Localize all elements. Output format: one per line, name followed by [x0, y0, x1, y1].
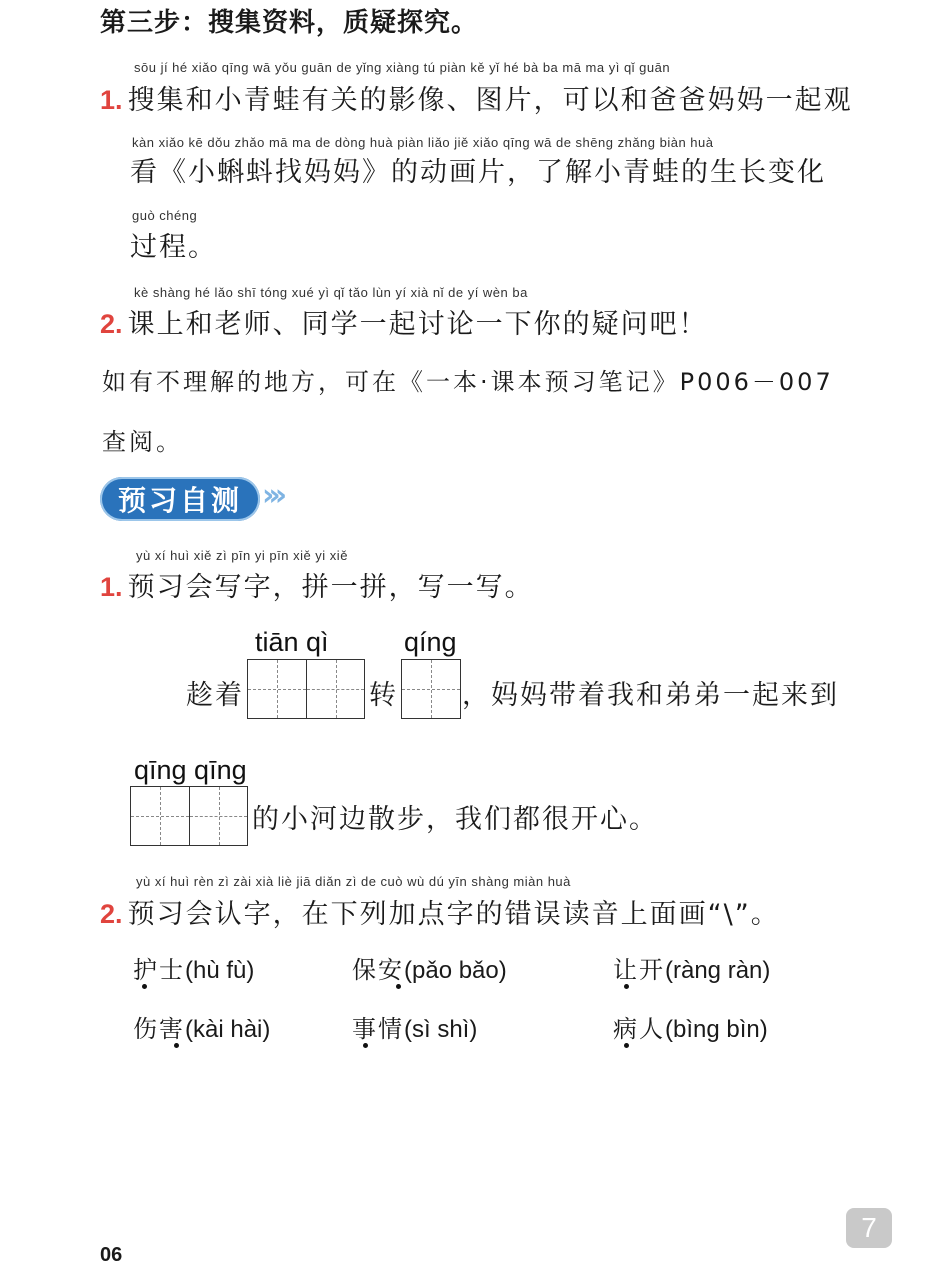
reading-item: [133, 950, 254, 985]
writing-grid-tianqi[interactable]: [247, 659, 365, 719]
writing-cell[interactable]: [248, 660, 306, 718]
page-counter-badge[interactable]: 7: [846, 1208, 892, 1248]
writing-grid-qingqing[interactable]: [130, 786, 248, 846]
reading-word: 伤害: [133, 1015, 185, 1043]
question-text: 预习会写字，拼一拼，写一写。: [127, 572, 534, 603]
item-text: 搜集和小青蛙有关的影像、图片，可以和爸爸妈妈一起观: [127, 85, 853, 116]
writing-cell[interactable]: [306, 660, 364, 718]
pinyin-line: kè shàng hé lǎo shī tóng xué yì qǐ tǎo lùn yí xià nǐ de yí wèn ba: [134, 285, 528, 300]
reference-note: 查阅。: [102, 428, 183, 456]
question-number: 2.: [100, 899, 123, 929]
reading-options[interactable]: (sì shì): [404, 1016, 478, 1043]
question-number: 1.: [100, 572, 123, 602]
emphasis-dot: [174, 1043, 179, 1048]
pinyin-line: yù xí huì rèn zì zài xià liè jiā diǎn zì de cuò wù dú yīn shàng miàn huà: [136, 874, 571, 889]
reading-options[interactable]: (ràng ràn): [665, 957, 771, 984]
writing-cell[interactable]: [189, 787, 247, 845]
reading-word: 让开: [613, 956, 665, 984]
reading-options[interactable]: (kài hài): [185, 1016, 271, 1043]
reading-item: [613, 1009, 768, 1044]
reading-item: [352, 950, 507, 985]
emphasis-dot: [142, 984, 147, 989]
preview-test-badge: 预习自测: [100, 477, 260, 521]
emphasis-dot: [624, 984, 629, 989]
reading-item: [133, 1009, 270, 1044]
pinyin-line: sōu jí hé xiǎo qīng wā yǒu guān de yǐng xiàng tú piàn kě yǐ hé bà ba mā ma yì qǐ guān: [134, 60, 671, 75]
pinyin-qing: qíng: [404, 627, 457, 657]
reading-word: 病人: [613, 1015, 665, 1043]
question-1: [100, 565, 534, 604]
pinyin-line: guò chéng: [132, 208, 198, 223]
reading-options[interactable]: (pǎo bǎo): [404, 957, 507, 984]
sentence-text: 的小河边散步，我们都很开心。: [252, 804, 658, 835]
item-text: 过程。: [130, 232, 217, 263]
item-number: 1.: [100, 85, 123, 115]
item-2: [100, 302, 708, 341]
reference-note: 如有不理解的地方，可在《一本·课本预习笔记》P006－007: [102, 368, 834, 396]
reading-item: [613, 950, 770, 985]
emphasis-dot: [624, 1043, 629, 1048]
pinyin-line: yù xí huì xiě zì pīn yi pīn xiě yi xiě: [136, 548, 348, 563]
writing-grid-qing[interactable]: [401, 659, 461, 719]
chevron-right-icon: ›››: [262, 478, 282, 513]
writing-cell[interactable]: [131, 787, 189, 845]
step-heading: 第三步：搜集资料，质疑探究。: [100, 8, 479, 38]
pinyin-qingqing: qīng qīng: [134, 755, 247, 785]
sentence-text: ，妈妈带着我和弟弟一起来到: [462, 680, 839, 711]
reading-word: 保安: [352, 956, 404, 984]
item-text: 课上和老师、同学一起讨论一下你的疑问吧！: [127, 309, 708, 340]
reading-options[interactable]: (bìng bìn): [665, 1016, 768, 1043]
question-2: [100, 892, 780, 931]
reading-word: 事情: [352, 1015, 404, 1043]
item-text: 看《小蝌蚪找妈妈》的动画片，了解小青蛙的生长变化: [130, 157, 826, 188]
reading-word: 护士: [133, 956, 185, 984]
writing-cell[interactable]: [402, 660, 460, 718]
reading-item: [352, 1009, 477, 1044]
sentence-text: 转: [369, 680, 398, 711]
emphasis-dot: [363, 1043, 368, 1048]
reading-options[interactable]: (hù fù): [185, 957, 255, 984]
pinyin-tianqi: tiān qì: [255, 627, 329, 657]
sentence-text: 趁着: [186, 680, 244, 711]
item-number: 2.: [100, 309, 123, 339]
question-text: 预习会认字，在下列加点字的错误读音上面画“\”。: [127, 899, 780, 930]
page-number: 06: [100, 1244, 123, 1266]
pinyin-line: kàn xiǎo kē dǒu zhǎo mā ma de dòng huà piàn liǎo jiě xiǎo qīng wā de shēng zhǎng biàn huà: [132, 135, 714, 150]
emphasis-dot: [396, 984, 401, 989]
item-1: [100, 78, 853, 117]
